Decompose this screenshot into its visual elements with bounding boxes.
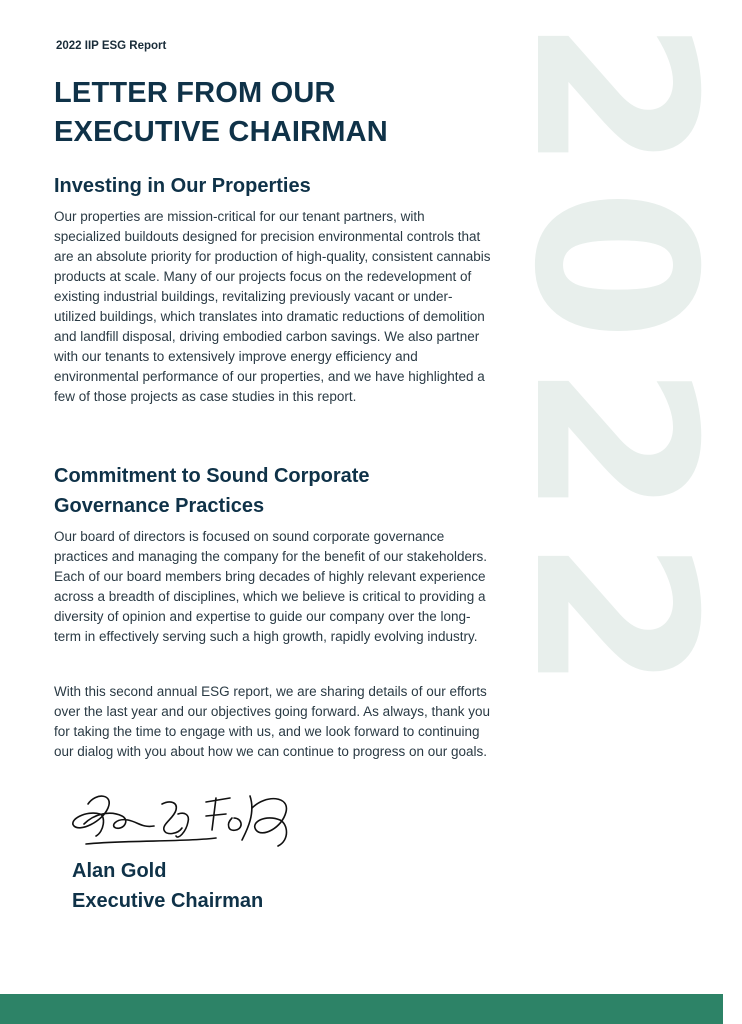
signoff — [72, 856, 263, 916]
watermark-digit: 2 — [486, 538, 742, 692]
signature-image — [66, 784, 306, 860]
watermark-digit: 2 — [486, 18, 742, 172]
footer-bar — [0, 994, 723, 1024]
section-paragraph: Our properties are mission-critical for our tenant partners, with specialized buildouts designed for precision environmental controls that are an absolute priority for production of high-quality, consistent cannabis products at scale. Many of our projects focus on the redevelopment of existing industrial buildings, revitalizing previously vacant or under-utilized buildings, which translates into dramatic reductions of demolition and landfill disposal, driving embodied carbon savings. We also partner with our tenants to extensively improve energy efficiency and environmental performance of our properties, and we have highlighted a few of those projects as case studies in this report. — [54, 209, 491, 404]
section-heading-line-2: Governance Practices — [54, 495, 265, 517]
section-paragraph: With this second annual ESG report, we are sharing details of our efforts over the last year and our objectives going forward. As always, thank you for taking the time to engage with us, and we look forward to continuing our dialog with you about how we can continue to progress on our goals. — [54, 684, 490, 759]
page-title-line-1: LETTER FROM OUR — [54, 77, 336, 109]
section-heading-properties: Investing in Our Properties — [54, 175, 311, 197]
watermark-digit: 2 — [486, 363, 742, 517]
signer-name: Alan Gold — [72, 860, 167, 882]
signer-role: Executive Chairman — [72, 890, 264, 912]
page-title — [54, 74, 514, 152]
section-heading-governance — [54, 461, 494, 521]
page-title-line-2: EXECUTIVE CHAIRMAN — [54, 116, 388, 148]
watermark-digit: 0 — [486, 188, 742, 342]
section-heading-line-1: Commitment to Sound Corporate — [54, 465, 370, 487]
section-paragraph: Our board of directors is focused on sound corporate governance practices and managing the company for the benefit of our stakeholders. Each of our board members bring decades of highly relevant experience across a breadth of disciplines, which we believe is critical to providing a diversity of opinion and expertise to guide our company over the long-term in effectively serving such a high growth, rapidly evolving industry. — [54, 529, 488, 644]
year-watermark — [486, 0, 742, 720]
report-label: 2022 IIP ESG Report — [56, 40, 167, 52]
